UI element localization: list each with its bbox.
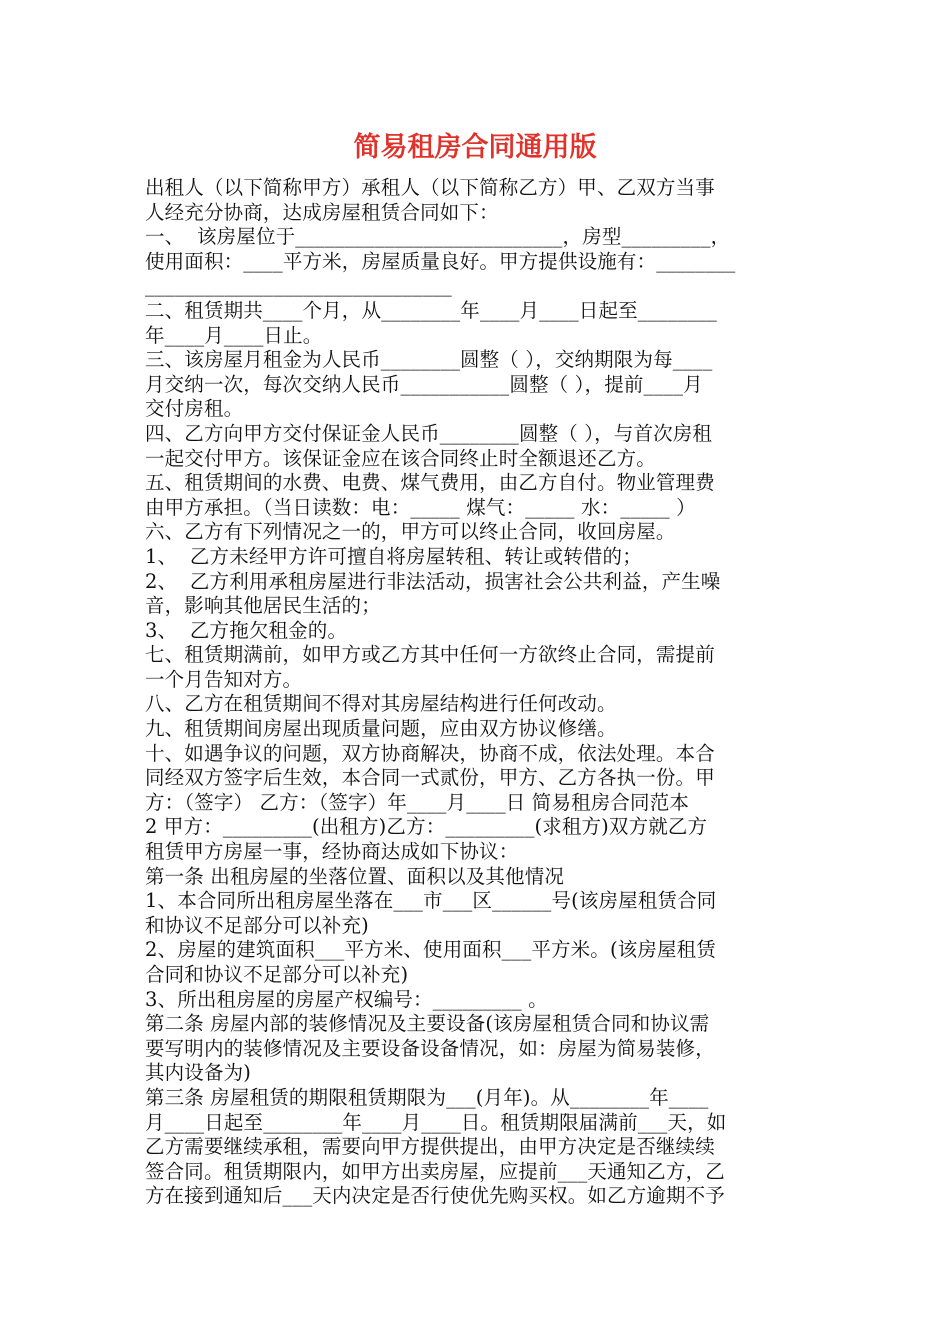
text-line: 四、乙方向甲方交付保证金人民币________圆整（ ），与首次房租: [145, 421, 713, 445]
text-line: 二、租赁期共____个月，从________年____月____日起至________: [145, 298, 717, 322]
text-line: 出租人（以下简称甲方）承租人（以下简称乙方）甲、乙双方当事: [145, 176, 715, 199]
text-line: 要写明内的装修情况及主要设备设备情况，如：房屋为简易装修，: [145, 1036, 715, 1060]
text-line: 和协议不足部分可以补充): [145, 913, 369, 937]
text-line: 音，影响其他居民生活的；: [145, 594, 381, 618]
text-line: 3、 乙方拖欠租金的。: [145, 618, 348, 642]
text-line: 五、租赁期间的水费、电费、煤气费用，由乙方自付。物业管理费: [145, 471, 715, 495]
text-line: 一起交付甲方。该保证金应在该合同终止时全额退还乙方。: [145, 446, 656, 470]
text-line: 三、该房屋月租金为人民币________圆整（ ），交纳期限为每____: [145, 348, 713, 372]
text-line: 第一条 出租房屋的坐落位置、面积以及其他情况: [145, 864, 564, 888]
text-line: 1、本合同所出租房屋坐落在___市___区______号(该房屋租赁合同: [145, 889, 717, 913]
text-line: 第二条 房屋内部的装修情况及主要设备(该房屋租赁合同和协议需: [145, 1012, 710, 1036]
text-line: 2、 乙方利用承租房屋进行非法活动，损害社会公共利益，产生噪: [145, 569, 721, 593]
text-line: 其内设备为): [145, 1061, 252, 1085]
text-line: 年____月____日止。: [145, 323, 323, 347]
text-line: 九、租赁期间房屋出现质量问题，应由双方协议修缮。: [145, 717, 617, 741]
text-line: 方在接到通知后___天内决定是否行使优先购买权。如乙方逾期不予: [145, 1184, 725, 1208]
text-line: _______________________________: [145, 274, 452, 298]
text-line: 使用面积：____平方米，房屋质量良好。甲方提供设施有：________: [145, 249, 736, 273]
text-line: 签合同。租赁期限内，如甲方出卖房屋，应提前___天通知乙方，乙: [145, 1159, 725, 1183]
text-line: 交付房租。: [145, 397, 244, 421]
text-line: 同经双方签字后生效，本合同一式贰份，甲方、乙方各执一份。甲: [145, 766, 715, 790]
text-line: 月交纳一次，每次交纳人民币___________圆整（ ），提前____月: [145, 372, 703, 396]
text-line: 租赁甲方房屋一事，经协商达成如下协议：: [145, 840, 519, 864]
text-line: 3、所出租房屋的房屋产权编号：_________ 。: [145, 987, 548, 1011]
text-line: 第三条 房屋租赁的期限租赁期限为___(月年)。从________年____: [145, 1085, 709, 1109]
text-line: 八、乙方在租赁期间不得对其房屋结构进行任何改动。: [145, 692, 617, 716]
text-line: 合同和协议不足部分可以补充): [145, 963, 409, 986]
text-line: 2、房屋的建筑面积___平方米、使用面积___平方米。(该房屋租赁: [145, 938, 716, 962]
text-line: 方：（签字） 乙方：（签字）年____月____日 简易租房合同范本: [145, 790, 689, 814]
document-title: 简易租房合同通用版: [353, 132, 597, 163]
text-line: 乙方需要继续承租，需要向甲方提供提出，由甲方决定是否继续续: [145, 1135, 715, 1159]
text-line: 月____日起至________年____月____日。租赁期限届满前___天，如: [145, 1110, 727, 1134]
text-line: 2 甲方：_________(出租方)乙方：_________(求租方)双方就乙方: [145, 815, 708, 839]
text-line: 人经充分协商，达成房屋租赁合同如下：: [145, 200, 499, 224]
text-line: 七、租赁期满前，如甲方或乙方其中任何一方欲终止合同，需提前: [145, 643, 715, 667]
text-line: 一个月告知对方。: [145, 667, 303, 691]
text-line: 十、如遇争议的问题，双方协商解决，协商不成，依法处理。本合: [145, 741, 715, 765]
text-line: 一、 该房屋位于___________________________，房型_________，: [145, 225, 731, 249]
text-line: 1、 乙方未经甲方许可擅自将房屋转租、转让或转借的；: [145, 544, 642, 568]
document-body: [145, 176, 815, 1209]
text-line: 由甲方承担。（当日读数：电：_____ 煤气：_____ 水：_____ ）: [145, 495, 696, 519]
text-line: 六、乙方有下列情况之一的，甲方可以终止合同，收回房屋。: [145, 520, 676, 544]
